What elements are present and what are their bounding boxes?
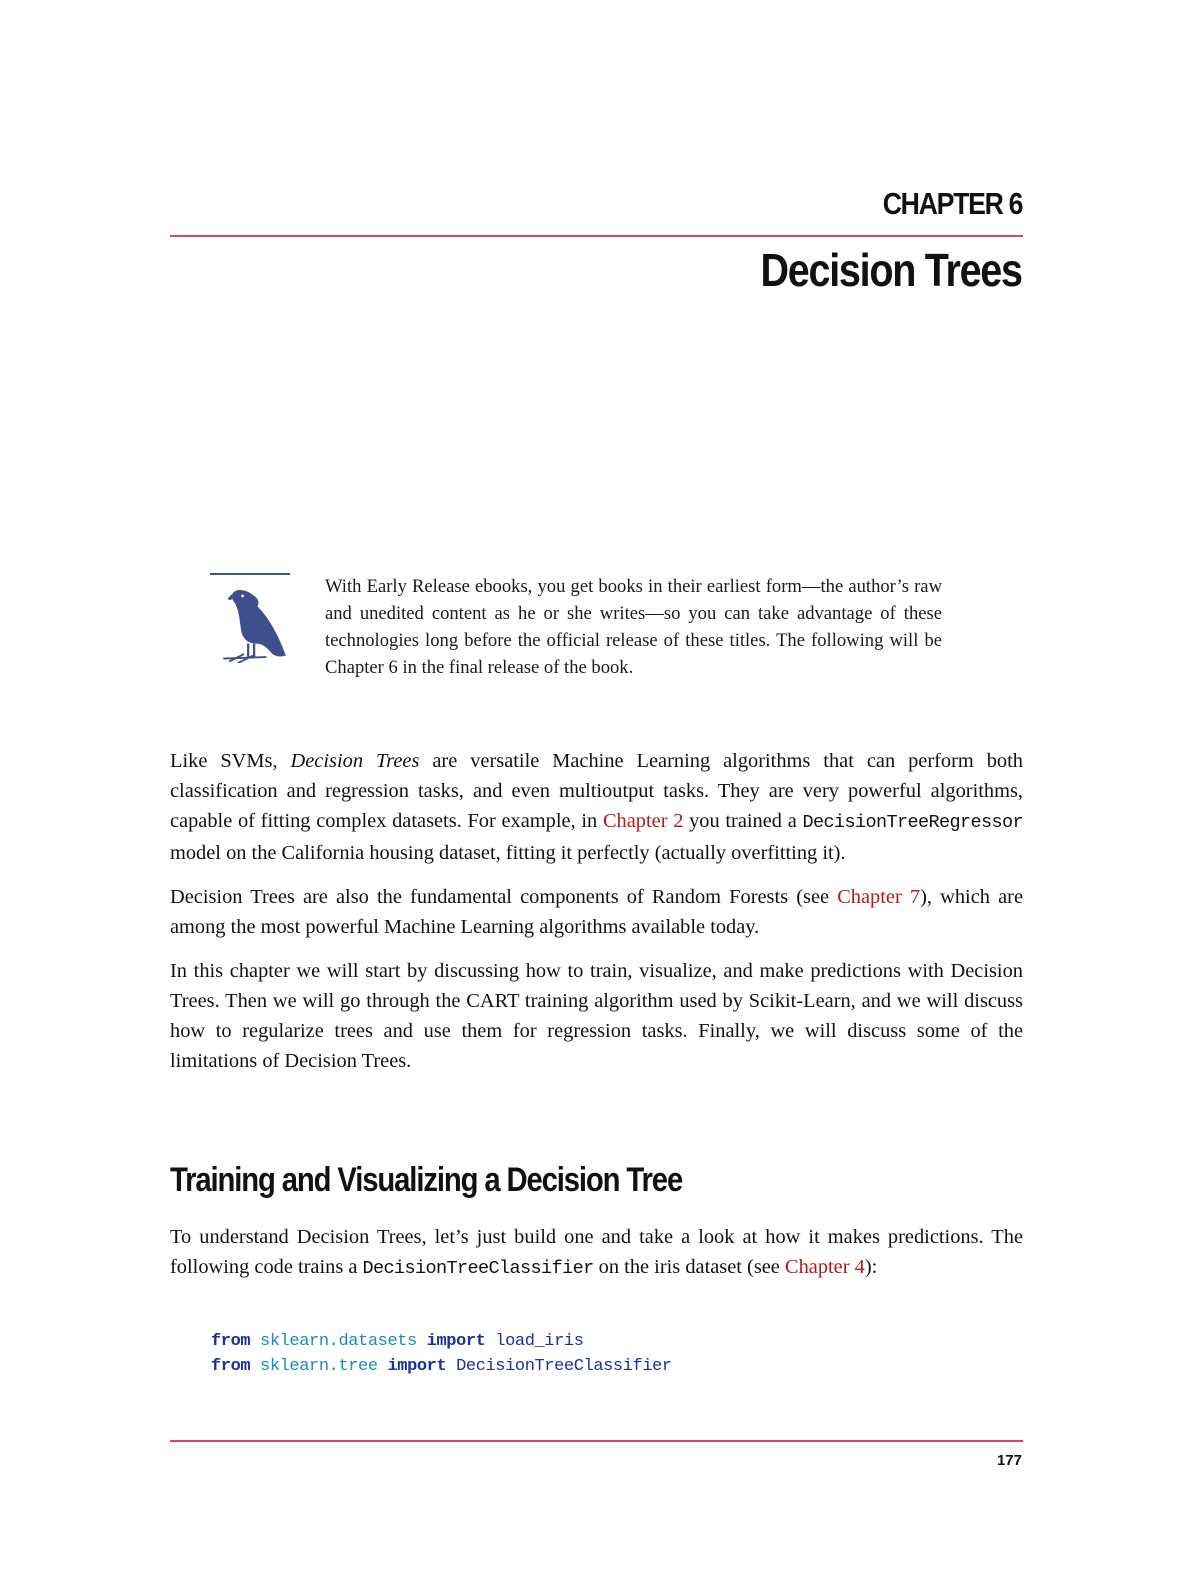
imported-name: DecisionTreeClassifier (456, 1357, 672, 1376)
p1-text-1: Like SVMs, (170, 750, 291, 772)
paragraph-2 (170, 882, 1023, 942)
p1-text-2: are versatile Machine Learning algorithms that can perform both classification and regression tasks, and even multioutput tasks. They are very powerful algorithms, capable of fitting complex datasets. For example, in (170, 750, 1023, 832)
p4-text-2: on the iris dataset (see (593, 1256, 785, 1278)
link-chapter-2[interactable]: Chapter 2 (602, 810, 684, 832)
footer-rule (170, 1440, 1023, 1442)
module-name: sklearn.tree (260, 1357, 378, 1376)
p4-text-3: ): (864, 1256, 878, 1278)
keyword-import: import (426, 1332, 486, 1351)
p1-code-class: DecisionTreeRegressor (802, 812, 1024, 833)
chapter-title: Decision Trees (760, 244, 1022, 296)
p4-text-1: To understand Decision Trees, let’s just build one and take a look at how it makes predictions. The following code trains a (170, 1226, 1023, 1278)
keyword-from: from (211, 1357, 251, 1376)
link-chapter-4[interactable]: Chapter 4 (784, 1256, 865, 1278)
p4-code-class: DecisionTreeClassifier (362, 1258, 594, 1279)
chapter-rule (170, 235, 1023, 237)
imported-name: load_iris (495, 1332, 584, 1351)
p1-text-4: model on the California housing dataset, fitting it perfectly (actually overfitting it). (170, 842, 846, 864)
p1-emphasis: Decision Trees (290, 750, 420, 772)
section-heading: Training and Visualizing a Decision Tree (170, 1161, 683, 1199)
code-line-1 (211, 1332, 584, 1351)
p2-text-1: Decision Trees are also the fundamental components of Random Forests (see (170, 886, 838, 908)
note-rule (210, 573, 290, 575)
keyword-from: from (211, 1332, 251, 1351)
paragraph-3: In this chapter we will start by discussing how to train, visualize, and make predictions with Decision Trees. Then we will go through the CART training algorithm used by Scikit-Learn, and we will discuss how to regularize trees and use them for regression tasks. Finally, we will discuss some of the limitations of Decision Trees. (170, 960, 1023, 1072)
p2-text-2: ), which are among the most powerful Machine Learning algorithms available today. (170, 886, 1023, 938)
training-section (170, 1222, 1023, 1298)
code-line-2 (211, 1357, 672, 1376)
keyword-import: import (387, 1357, 447, 1376)
note-text: With Early Release ebooks, you get books in their earliest form—the author’s raw and unedited content as he or she writes—so you can take advantage of these technologies long before the official release of these titles. The following will be Chapter 6 in the final release of the book. (325, 576, 942, 678)
early-release-note (210, 573, 970, 713)
page-number: 177 (996, 1452, 1022, 1469)
code-block (211, 1329, 672, 1379)
module-name: sklearn.datasets (260, 1332, 417, 1351)
intro-section (170, 746, 1023, 1090)
paragraph-4 (170, 1222, 1023, 1284)
chapter-label: CHAPTER 6 (882, 186, 1022, 221)
raven-icon (210, 581, 302, 663)
p1-text-3: you trained a (683, 810, 803, 832)
link-chapter-7[interactable]: Chapter 7 (837, 886, 921, 908)
paragraph-1 (170, 746, 1023, 868)
